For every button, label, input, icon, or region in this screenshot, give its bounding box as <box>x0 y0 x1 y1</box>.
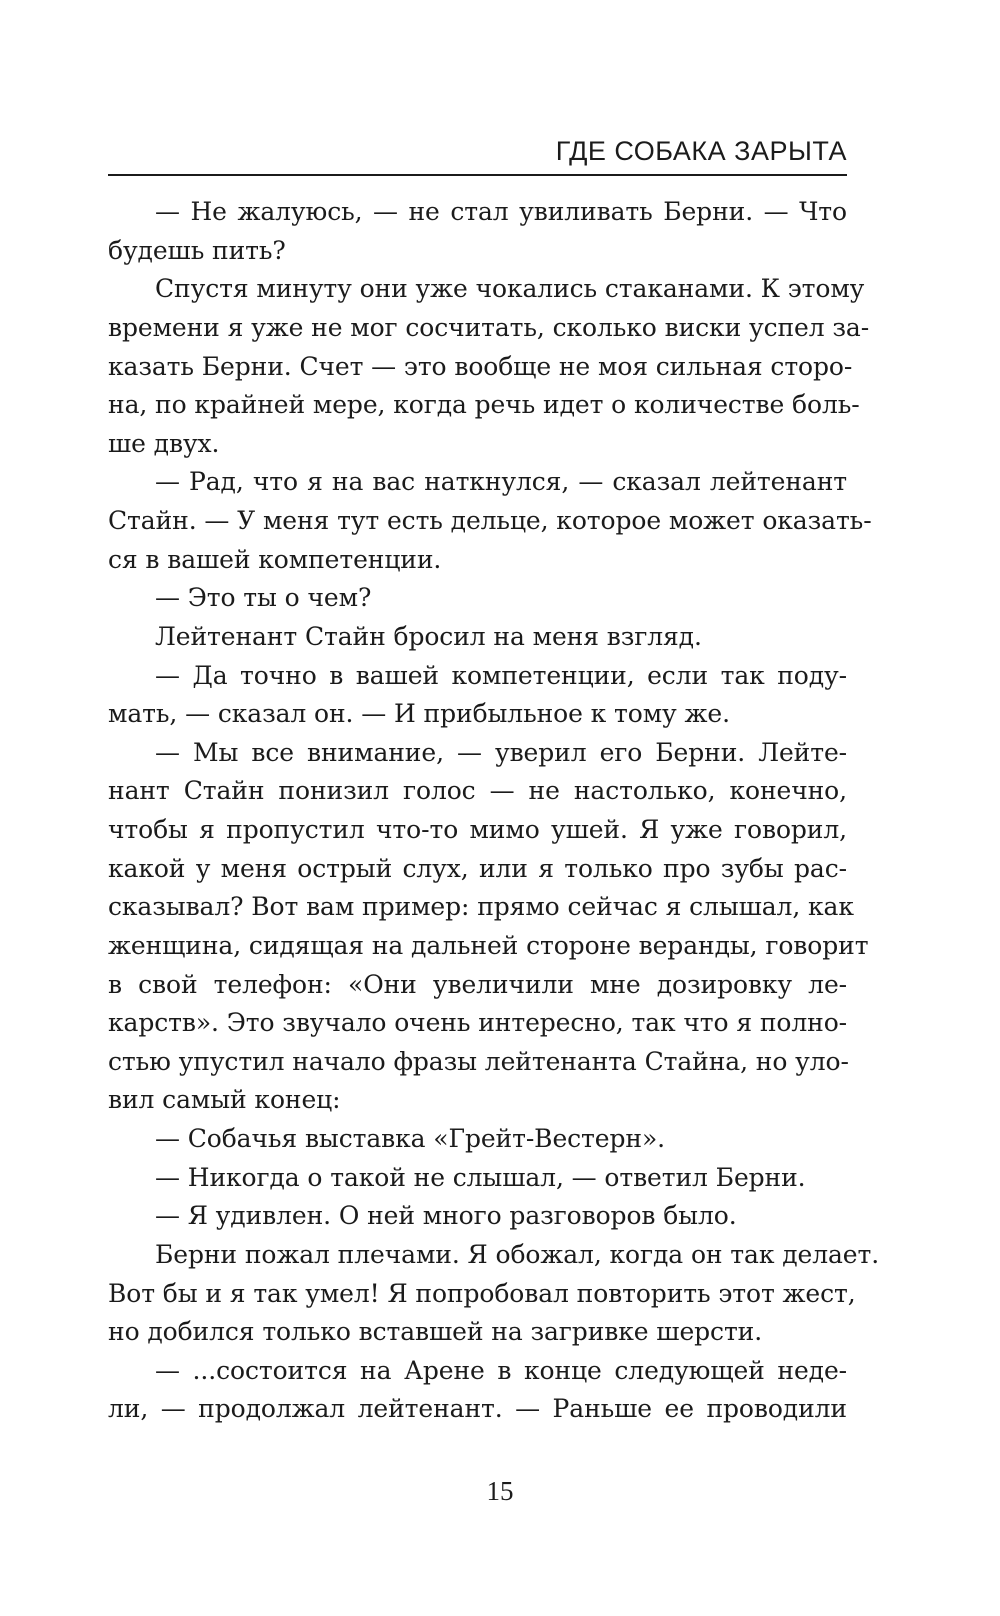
text-line: чтобы я пропустил что-то мимо ушей. Я уже говорил, <box>108 815 847 844</box>
text-line: — Я удивлен. О ней много разговоров было. <box>155 1201 737 1231</box>
text-line: ся в вашей компетенции. <box>108 544 442 574</box>
text-line: — Мы все внимание, — уверил его Берни. Лейте- <box>155 737 847 767</box>
text-line: нант Стайн понизил голос — не настолько, конечно, <box>108 776 847 806</box>
text-line: — Это ты о чем? <box>155 583 372 613</box>
text-line: сказывал? Вот вам пример: прямо сейчас я слышал, как <box>108 892 854 922</box>
text-line: но добился только вставшей на загривке шерсти. <box>108 1317 763 1347</box>
text-line: — Да точно в вашей компетенции, если так поду- <box>155 660 847 690</box>
text-line: будешь пить? <box>108 235 286 265</box>
text-line: стью упустил начало фразы лейтенанта Стайна, но уло- <box>108 1046 849 1076</box>
text-line: ше двух. <box>108 428 220 458</box>
text-line: — Собачья выставка «Грейт-Вестерн». <box>155 1124 665 1153</box>
text-line: казать Берни. Счет — это вообще не моя сильная сторо- <box>108 351 853 381</box>
text-line: женщина, сидящая на дальней стороне веранды, говорит <box>108 930 869 960</box>
text-line: какой у меня острый слух, или я только про зубы рас- <box>108 853 847 883</box>
page-number: 15 <box>486 1476 514 1506</box>
text-line: — Не жалуюсь, — не стал увиливать Берни. — Что <box>155 197 847 226</box>
text-line: карств». Это звучало очень интересно, так что я полно- <box>108 1008 848 1038</box>
text-line: на, по крайней мере, когда речь идет о количестве боль- <box>108 390 860 420</box>
running-title: ГДЕ СОБАКА ЗАРЫТА <box>555 136 847 166</box>
body-text <box>108 193 880 1429</box>
text-line: Стайн. — У меня тут есть дельце, которое может оказать- <box>108 506 872 535</box>
text-line: времени я уже не мог сосчитать, сколько виски успел за- <box>108 312 870 342</box>
text-line: — Никогда о такой не слышал, — ответил Берни. <box>155 1162 806 1192</box>
text-line: — ...состоится на Арене в конце следующей неде- <box>155 1355 847 1385</box>
text-line: в свой телефон: «Они увеличили мне дозировку ле- <box>108 969 847 999</box>
text-line: — Рад, что я на вас наткнулся, — сказал лейтенант <box>155 467 847 497</box>
text-line: Спустя минуту они уже чокались стаканами. К этому <box>155 274 865 304</box>
running-head <box>108 134 847 174</box>
text-line: Вот бы и я так умел! Я попробовал повторить этот жест, <box>108 1278 856 1308</box>
text-line: вил самый конец: <box>108 1085 341 1115</box>
text-line: Берни пожал плечами. Я обожал, когда он так делает. <box>155 1239 880 1269</box>
header-rule <box>108 174 847 176</box>
text-line: ли, — продолжал лейтенант. — Раньше ее проводили <box>108 1394 847 1424</box>
text-line: Лейтенант Стайн бросил на меня взгляд. <box>155 621 702 651</box>
text-line: мать, — сказал он. — И прибыльное к тому же. <box>108 699 730 729</box>
